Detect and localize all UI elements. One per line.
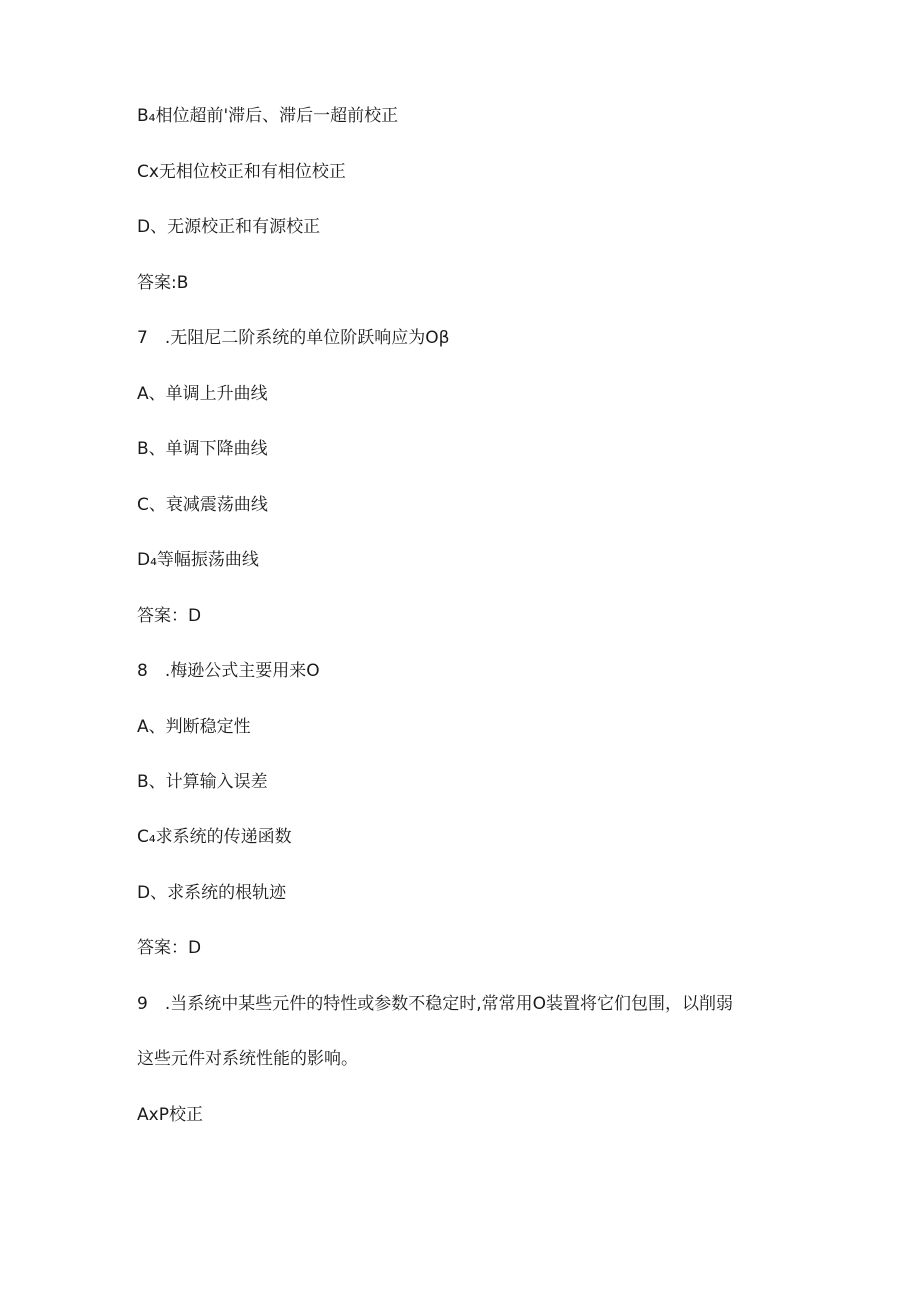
question-7: 7 .无阻尼二阶系统的单位阶跃响应为Oβ — [137, 328, 450, 348]
question-8: 8 .梅逊公式主要用来O — [137, 661, 320, 681]
option-a-q9: AxP校正 — [137, 1105, 203, 1125]
answer-q7: 答案：D — [137, 606, 202, 626]
option-d-q6: D、无源校正和有源校正 — [137, 217, 321, 237]
option-d-q8: D、求系统的根轨迹 — [137, 883, 287, 903]
option-c-q6: Cx无相位校正和有相位校正 — [137, 162, 346, 182]
option-c-q8: C₄求系统的传递函数 — [137, 827, 292, 847]
option-a-q7: A、单调上升曲线 — [137, 384, 268, 404]
option-b-q7: B、单调下降曲线 — [137, 439, 268, 459]
option-a-q8: A、判断稳定性 — [137, 717, 251, 737]
question-9-line-2: 这些元件对系统性能的影响。 — [137, 1049, 358, 1069]
option-c-q7: C、衰减震荡曲线 — [137, 495, 268, 515]
option-b-q8: B、计算输入误差 — [137, 772, 268, 792]
answer-q6: 答案:B — [137, 273, 189, 293]
answer-q8: 答案：D — [137, 938, 202, 958]
question-9-line-1: 9 .当系统中某些元件的特性或参数不稳定时,常常用O装置将它们包围，以削弱 — [137, 994, 734, 1014]
option-d-q7: D₄等幅振荡曲线 — [137, 550, 259, 570]
option-b-q6: B₄相位超前'滞后、滞后一超前校正 — [137, 106, 399, 126]
